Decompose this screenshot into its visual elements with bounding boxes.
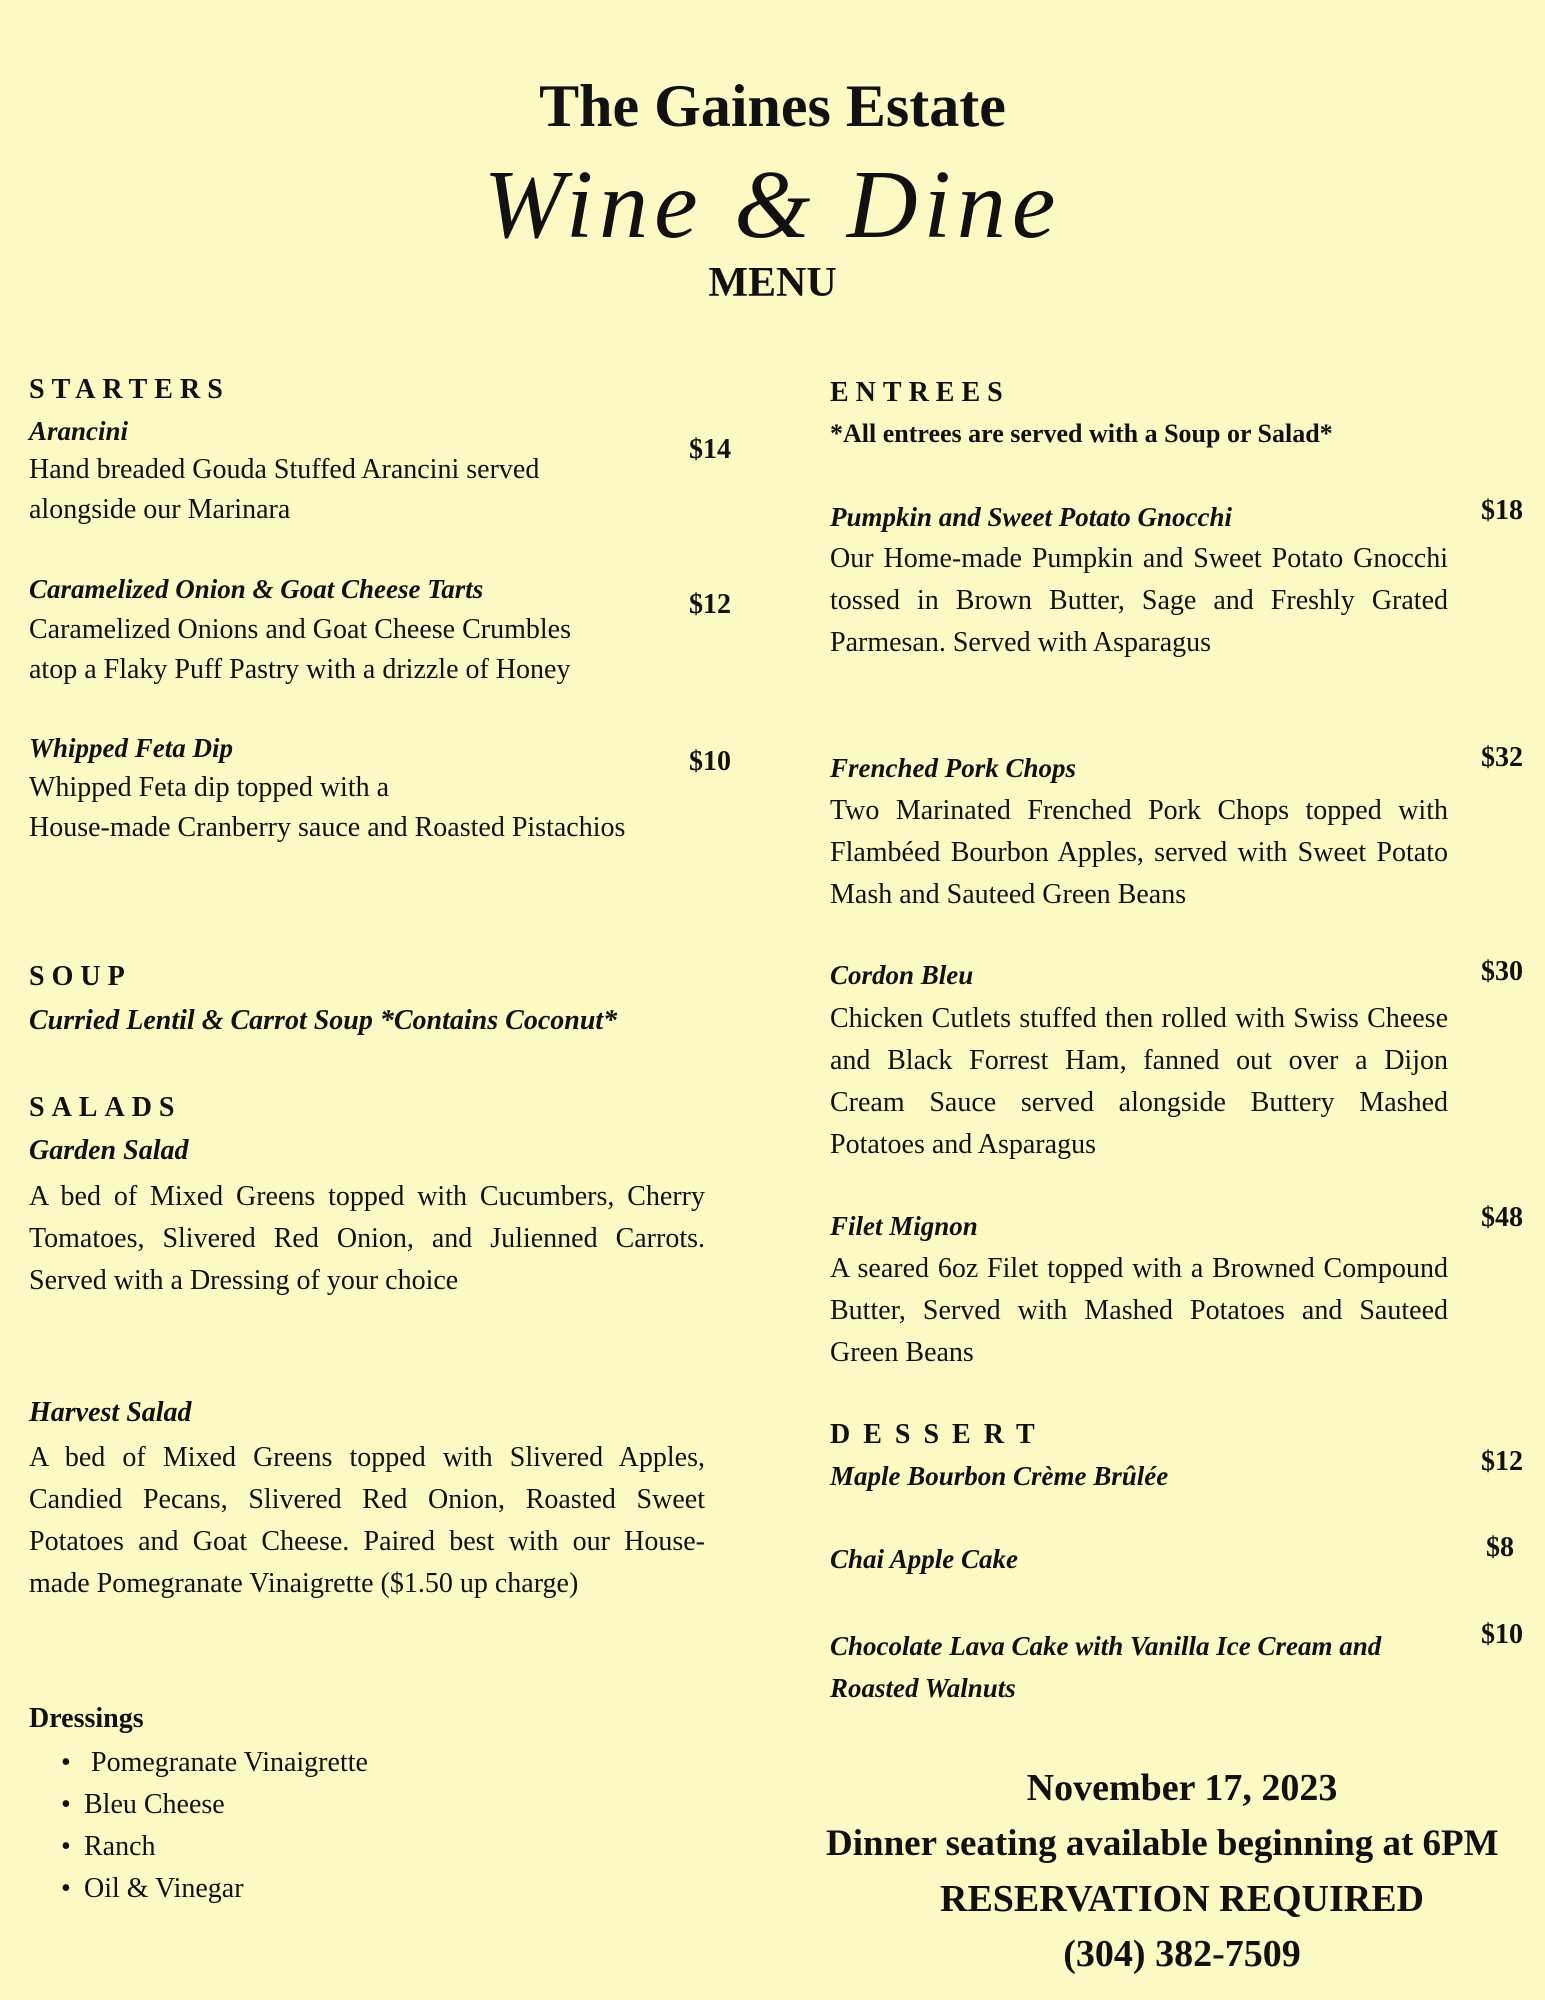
description-line: Hand breaded Gouda Stuffed Arancini served [29,454,540,485]
bullet-icon: • [61,1831,71,1862]
entree-description: Chicken Cutlets stuffed then rolled with Swiss Cheese and Black Forrest Ham, fanned out over a Dijon Cream Sauce served alongside Buttery Mashed Potatoes and Asparagus [830,1003,1448,1160]
description-line: alongside our Marinara [29,494,291,525]
menu-label: MENU [708,260,837,306]
entree-price: $32 [1481,742,1523,773]
description-line: Caramelized Onions and Goat Cheese Crumbles [29,614,571,645]
entree-name: Filet Mignon [830,1211,978,1241]
salad-name: Garden Salad [29,1135,189,1166]
soup-heading: SOUP [29,961,132,992]
starters-heading: STARTERS [29,374,230,405]
description-line: atop a Flaky Puff Pastry with a drizzle of Honey [29,654,571,685]
dessert-heading: DESSERT [830,1419,1048,1450]
reservation-required: RESERVATION REQUIRED [940,1878,1424,1920]
bullet-icon: • [61,1789,71,1820]
dressing-label: Bleu Cheese [84,1789,225,1820]
entree-description: Our Home-made Pumpkin and Sweet Potato Gnocchi tossed in Brown Butter, Sage and Freshly Grated Parmesan. Served with Asparagus [830,543,1448,658]
list-item [29,1742,629,1784]
dressing-label: Oil & Vinegar [84,1873,244,1904]
phone-number: (304) 382-7509 [1063,1933,1301,1975]
dressing-label: Ranch [84,1831,156,1862]
dessert-name: Maple Bourbon Crème Brûlée [830,1461,1169,1491]
entrees-heading: ENTREES [830,377,1010,408]
starter-name: Caramelized Onion & Goat Cheese Tarts [29,574,484,604]
starter-description [29,610,669,690]
wine-dine-script-title: Wine & Dine [483,151,1062,259]
entree-price: $48 [1481,1202,1523,1233]
salad-description: A bed of Mixed Greens topped with Slivered Apples, Candied Pecans, Slivered Red Onion, Roasted Sweet Potatoes and Goat Cheese. Paired best with our House-made Pomegranate Vinaigrette ($1.50 up charge) [29,1442,705,1599]
salad-name: Harvest Salad [29,1397,192,1428]
description-line: Whipped Feta dip topped with a [29,772,390,803]
entree-name: Pumpkin and Sweet Potato Gnocchi [830,502,1233,532]
dessert-price: $12 [1481,1446,1523,1477]
bullet-icon: • [61,1747,71,1778]
salads-heading: SALADS [29,1092,182,1123]
description-line: House-made Cranberry sauce and Roasted Pistachios [29,812,626,843]
entree-description: A seared 6oz Filet topped with a Browned Compound Butter, Served with Mashed Potatoes and Sauteed Green Beans [830,1253,1448,1368]
entree-description: Two Marinated Frenched Pork Chops topped with Flambéed Bourbon Apples, served with Sweet Potato Mash and Sauteed Green Beans [830,795,1448,910]
bullet-icon: • [61,1873,71,1904]
entree-name: Cordon Bleu [830,960,974,990]
seating-info: Dinner seating available beginning at 6PM [826,1823,1499,1864]
entree-price: $18 [1481,495,1523,526]
list-item [29,1784,629,1826]
dressing-label: Pomegranate Vinaigrette [84,1747,368,1778]
entrees-note: *All entrees are served with a Soup or Salad* [830,419,1333,448]
dessert-price: $10 [1481,1619,1523,1650]
starter-price: $12 [689,589,731,620]
starter-price: $14 [689,434,731,465]
dressings-list [29,1742,629,1910]
dessert-name: Chai Apple Cake [830,1544,1019,1574]
soup-item: Curried Lentil & Carrot Soup *Contains Coconut* [29,1005,618,1036]
starter-name: Arancini [29,416,129,446]
entree-price: $30 [1481,956,1523,987]
starter-name: Whipped Feta Dip [29,733,234,763]
estate-title: The Gaines Estate [539,73,1006,139]
salad-description: A bed of Mixed Greens topped with Cucumbers, Cherry Tomatoes, Slivered Red Onion, and Julienned Carrots. Served with a Dressing of your choice [29,1181,705,1296]
starter-description [29,450,669,530]
list-item [29,1868,629,1910]
starter-price: $10 [689,746,731,777]
dessert-price: $8 [1486,1532,1514,1563]
starter-description [29,768,729,848]
event-date: November 17, 2023 [1026,1767,1338,1809]
list-item [29,1826,629,1868]
dessert-name: Chocolate Lava Cake with Vanilla Ice Cream and Roasted Walnuts [830,1631,1382,1703]
entree-name: Frenched Pork Chops [830,753,1077,783]
dressings-label: Dressings [29,1703,144,1734]
